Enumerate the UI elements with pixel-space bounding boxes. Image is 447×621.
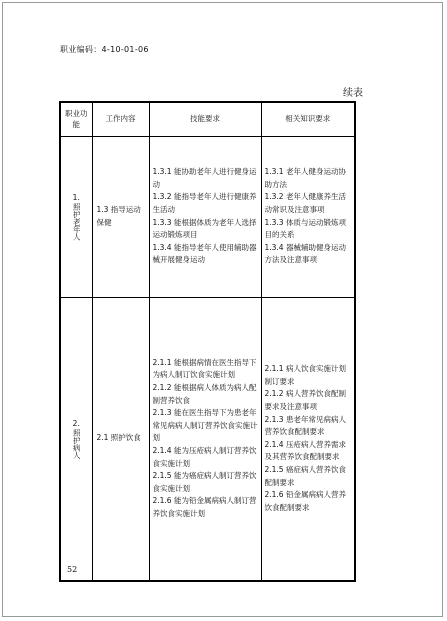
table-row bbox=[60, 297, 355, 581]
knowledge-item: 1.3.3 体质与运动锻炼项目的关系 bbox=[264, 217, 346, 240]
skill-item: 1.3.1 能协助老年人进行健身运动 bbox=[152, 167, 257, 189]
skill-item: 2.1.1 能根据病情在医生指导下为病人制订饮食实施计划 bbox=[152, 357, 257, 380]
page-number: 52 bbox=[67, 565, 78, 574]
continuation-label: 续表 bbox=[343, 88, 363, 99]
knowledge-item: 2.1.3 患老年常见病病人营养饮食配制要求 bbox=[264, 414, 346, 437]
skill-item: 2.1.3 能在医生指导下为患老年常见病病人制订营养饮食实施计划 bbox=[152, 408, 258, 443]
skill-cell bbox=[149, 136, 261, 297]
knowledge-cell bbox=[261, 297, 355, 581]
knowledge-item: 1.3.2 老年人健康养生活动常识及注意事项 bbox=[264, 192, 346, 214]
function-cell bbox=[60, 136, 92, 297]
skill-item: 1.3.4 能指导老年人使用辅助器械开展健身运动 bbox=[152, 242, 257, 265]
knowledge-item: 2.1.6 铅金属病病人营养饮食配制要求 bbox=[264, 490, 346, 512]
skill-requirements-table bbox=[59, 101, 356, 582]
header-function: 职业功能 bbox=[60, 102, 92, 136]
knowledge-item: 2.1.2 病人营养饮食配制要求及注意事项 bbox=[264, 389, 346, 411]
function-cell bbox=[60, 297, 92, 581]
knowledge-item: 2.1.5 癌症病人营养饮食配制要求 bbox=[264, 464, 346, 487]
header-knowledge: 相关知识要求 bbox=[261, 102, 355, 136]
header-skill: 技能要求 bbox=[149, 102, 261, 136]
skill-item: 1.3.3 能根据体质为老年人选择运动锻炼项目 bbox=[152, 217, 257, 240]
knowledge-item: 1.3.1 老年人健身运动协助方法 bbox=[264, 167, 346, 189]
skill-item: 2.1.6 能为铅金属病病人制订营养饮食实施计划 bbox=[152, 496, 257, 519]
work-content-cell: 2.1 照护饮食 bbox=[92, 297, 149, 581]
occupation-code: 职业编码：4-10-01-06 bbox=[60, 45, 149, 54]
function-number: 1. bbox=[72, 192, 80, 202]
knowledge-item: 1.3.4 器械辅助健身运动方法及注意事项 bbox=[264, 242, 346, 265]
header-work: 工作内容 bbox=[92, 102, 149, 136]
knowledge-item: 2.1.1 病人饮食实施计划制订要求 bbox=[264, 364, 346, 386]
function-number: 2. bbox=[72, 418, 80, 428]
skill-item: 2.1.2 能根据病人体质为病人配制营养饮食 bbox=[152, 383, 257, 405]
skill-item: 1.3.2 能指导老年人进行健康养生活动 bbox=[152, 192, 257, 214]
function-name: 照护老年人 bbox=[72, 202, 82, 241]
function-name: 照护病人 bbox=[72, 428, 82, 459]
table-row bbox=[60, 136, 355, 297]
table-header-row bbox=[60, 102, 355, 136]
skill-item: 2.1.5 能为癌症病人制订营养饮食实施计划 bbox=[152, 471, 257, 493]
skill-cell bbox=[149, 297, 261, 581]
knowledge-cell bbox=[261, 136, 355, 297]
work-content-cell: 1.3 指导运动保健 bbox=[92, 136, 149, 297]
knowledge-item: 2.1.4 压疮病人营养需求及其营养饮食配制要求 bbox=[264, 439, 346, 462]
skill-item: 2.1.4 能为压疮病人制订营养饮食实施计划 bbox=[152, 446, 257, 468]
